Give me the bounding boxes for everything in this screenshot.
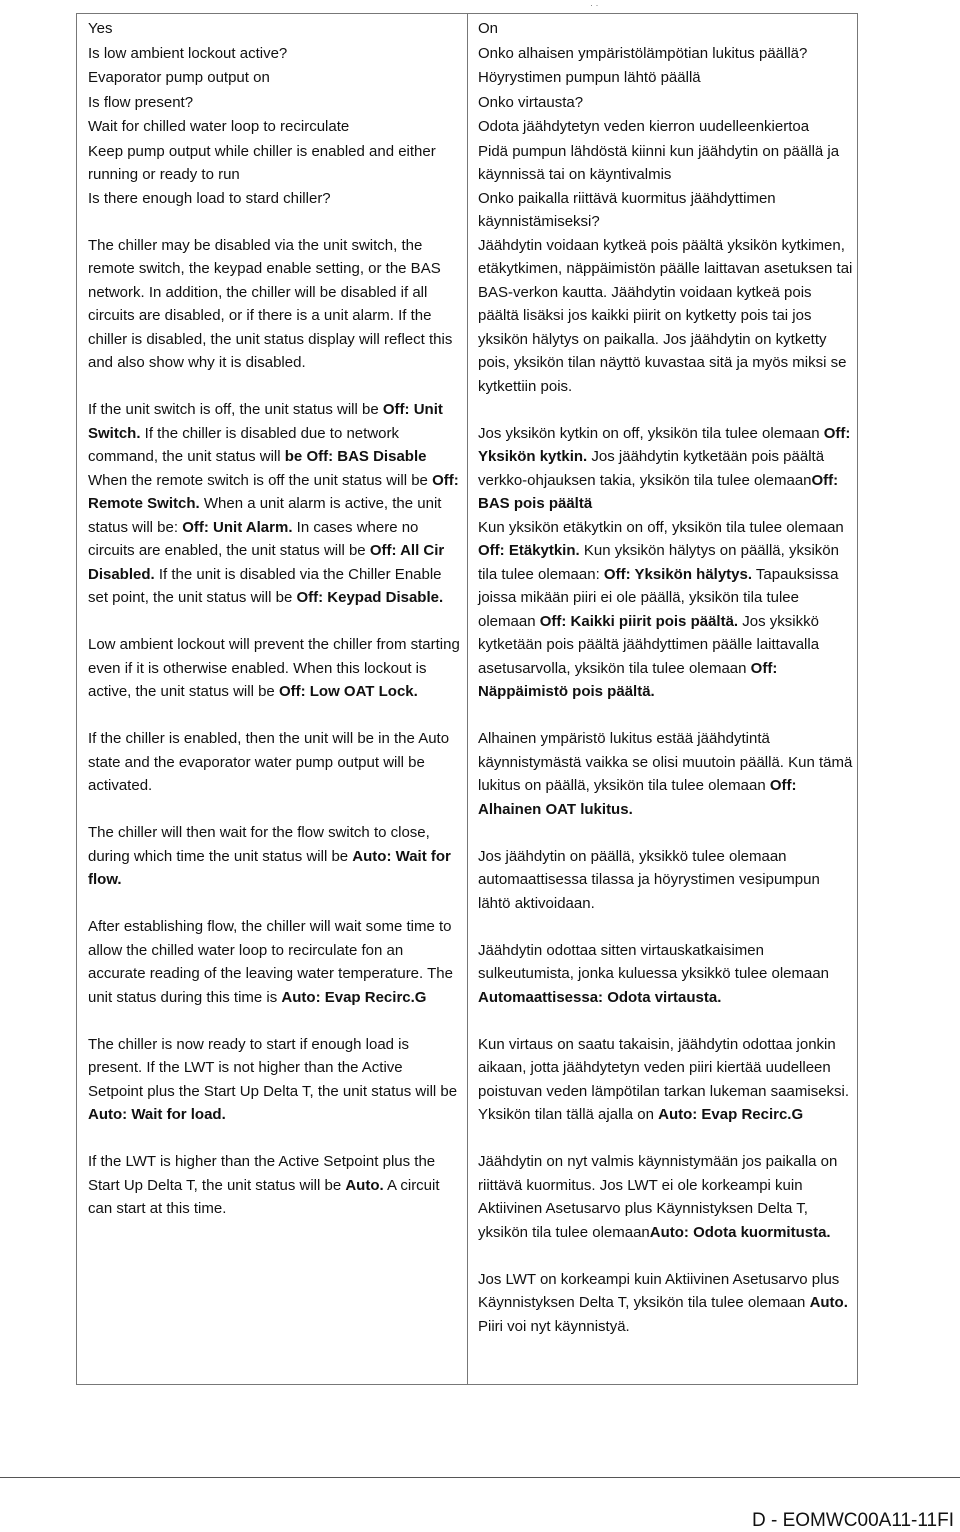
fi-paragraph-auto-state: Jos jäähdytin on päällä, yksikkö tulee olemaan automaattisessa tilassa ja höyrystimen vesipumpun lähtö aktivoidaan.: [478, 847, 820, 912]
text-run: If the unit is disabled via the Chiller Enable set point, the unit status will be: [88, 565, 442, 606]
text-run: Piiri voi nyt käynnistyä.: [478, 1317, 630, 1335]
fi-line-keep-pump: Pidä pumpun lähdöstä kiinni kun jäähdytin on päällä ja käynnissä tai on käyntivalmis: [478, 142, 840, 183]
page-mark: · ·: [590, 0, 599, 10]
bold-status-text: Auto: Evap Recirc.G: [281, 988, 427, 1006]
text-run: After establishing flow, the chiller will wait some time to allow the chilled water loop to recirculate fon an accurate reading of the leaving water temperature. The unit status during this time is: [88, 918, 453, 1006]
text-run: Kun yksikön etäkytkin on off, yksikön tila tulee olemaan: [478, 518, 844, 536]
en-line-low-ambient: Is low ambient lockout active?: [88, 44, 288, 62]
fi-line-low-ambient: Onko alhaisen ympäristölämpötian lukitus päällä?: [478, 44, 808, 62]
bold-status-text: Off: Yksikön kytkin.: [478, 424, 851, 465]
bold-status-text: be Off: BAS Disable: [284, 448, 427, 465]
bold-status-text: Off: Näppäimistö pois päältä.: [478, 659, 778, 700]
text-run: If the chiller is disabled due to network command, the unit status will: [88, 424, 399, 465]
fi-paragraph-auto: [478, 1268, 854, 1339]
bold-status-text: Auto: Evap Recirc.G: [658, 1106, 804, 1123]
fi-paragraph-wait-load: [478, 1150, 854, 1244]
text-run: If the LWT is higher than the Active Setpoint plus the Start Up Delta T, the unit status will be: [88, 1153, 436, 1194]
text-run: Jäähdytin odottaa sitten virtauskatkaisimen sulkeutumista, jonka kuluessa yksikkö tulee olemaan: [478, 941, 830, 982]
fi-paragraph-recirc: [478, 1033, 854, 1127]
bold-status-text: Off: Unit Switch.: [88, 401, 443, 442]
en-paragraph-recirc: [88, 915, 460, 1009]
bold-status-text: Auto: Odota kuormitusta.: [649, 1223, 831, 1241]
fi-paragraph-unit-status-cont: [478, 516, 854, 704]
bold-status-text: Off: Kaikki piirit pois päältä.: [539, 612, 739, 630]
en-paragraph-low-ambient: [88, 633, 460, 704]
bold-status-text: Automaattisessa: Odota virtausta.: [478, 988, 722, 1006]
en-paragraph-wait-load: [88, 1033, 460, 1127]
bold-status-text: Off: Keypad Disable.: [296, 589, 444, 606]
text-run: Low ambient lockout will prevent the chiller from starting even if it is otherwise enabled. When this lockout is active, the unit status will be: [88, 636, 460, 700]
text-run: Jos LWT on korkeampi kuin Aktiivinen Asetusarvo plus Käynnistyksen Delta T, yksikön tila tulee olemaan: [478, 1270, 840, 1311]
fi-paragraph-unit-status: [478, 422, 854, 516]
bilingual-table: [76, 13, 858, 1385]
bold-status-text: Auto: Wait for flow.: [88, 847, 451, 888]
fi-line-enough-load: Onko paikalla riittävä kuormitus jäähdyttimen käynnistämiseksi?: [478, 189, 776, 230]
en-paragraph-unit-status: [88, 398, 460, 610]
en-paragraph-disabled: The chiller may be disabled via the unit switch, the remote switch, the keypad enable setting, or the BAS network. In addition, the chiller will be disabled if all circuits are disabled, or if there is a unit alarm. If the chiller is disabled, the unit status display will reflect this and also show why it is disabled.: [88, 236, 453, 371]
en-line-yes: Yes: [88, 20, 113, 37]
bold-status-text: Off: Etäkytkin.: [478, 542, 580, 559]
text-run: A circuit can start at this time.: [88, 1176, 440, 1217]
bold-status-text: Auto: Wait for load.: [88, 1106, 226, 1123]
bold-status-text: Off: Remote Switch.: [88, 471, 459, 512]
bold-status-text: Off: Unit Alarm.: [182, 518, 293, 536]
text-run: When a unit alarm is active, the unit status will be:: [88, 495, 442, 536]
bold-status-text: Off: Yksikön hälytys.: [603, 565, 753, 583]
bold-status-text: Off: BAS pois päältä: [478, 471, 839, 512]
text-run: Jos yksikkö kytketään pois päältä jäähdyttimen päälle laittavalla asetusarvolla, yksikön tila tulee olemaan: [478, 612, 820, 677]
fi-paragraph-wait-flow: [478, 939, 854, 1010]
text-run: Kun yksikön hälytys on päällä, yksikön tila tulee olemaan:: [478, 542, 839, 583]
en-line-recirculate: Wait for chilled water loop to recirculate: [88, 118, 350, 135]
en-paragraph-wait-flow: [88, 821, 460, 892]
fi-paragraph-disabled: Jäähdytin voidaan kytkeä pois päältä yksikön kytkimen, etäkytkimen, näppäimistön päälle laittavan asetuksen tai BAS-verkon kautta. Jäähdytin voidaan kytkeä pois päältä lisäksi jos kaikki piirit on kytketty pois tai jos yksikön hälytys on paikalla. Jos jäähdytin on kytketty pois, yksikön tilan näyttö kuvastaa sitä ja myös miksi se kytkettiin pois.: [478, 236, 853, 395]
bold-status-text: Off: All Cir Disabled.: [88, 542, 445, 583]
text-run: The chiller is now ready to start if enough load is present. If the LWT is not higher than the Active Setpoint plus the Start Up Delta T, the unit status will be: [88, 1035, 458, 1100]
fi-line-on: On: [478, 20, 499, 37]
text-run: Jäähdytin on nyt valmis käynnistymään jos paikalla on riittävä kuormitus. Jos LWT ei ole korkeampi kuin Aktiivinen Asetusarvo plus Käynnistyksen Delta T, yksikön tila tulee olemaan: [478, 1153, 838, 1241]
fi-line-pump-output: Höyrystimen pumpun lähtö päällä: [478, 69, 701, 86]
fi-line-recirculate: Odota jäähdytetyn veden kierron uudelleenkiertoa: [478, 118, 810, 135]
text-run: The chiller will then wait for the flow switch to close, during which time the unit status will be: [88, 824, 430, 865]
document-code: D - EOMWC00A11-11FI: [751, 1510, 954, 1531]
en-line-flow: Is flow present?: [88, 93, 194, 111]
bold-status-text: Auto.: [809, 1294, 848, 1311]
text-run: Kun virtaus on saatu takaisin, jäähdytin odottaa jonkin aikaan, jotta jäähdytetyn veden piiri kiertää uudelleen poistuvan veden lämpötilan tarkan lukeman saamiseksi. Yksikön tilan tällä ajalla on: [478, 1035, 850, 1123]
text-run: When the remote switch is off the unit status will be: [88, 471, 433, 489]
fi-line-flow: Onko virtausta?: [478, 93, 584, 111]
bold-status-text: Off: Low OAT Lock.: [278, 683, 418, 700]
text-run: Jos jäähdytin kytketään pois päältä verkko-ohjauksen takia, yksikön tila tulee olemaan: [478, 448, 825, 489]
en-paragraph-auto-state: If the chiller is enabled, then the unit will be in the Auto state and the evaporator water pump output will be activated.: [88, 730, 450, 794]
en-line-enough-load: Is there enough load to stard chiller?: [88, 189, 331, 207]
english-column: [88, 17, 460, 1221]
en-line-pump-output: Evaporator pump output on: [88, 69, 270, 86]
text-run: In cases where no circuits are enabled, the unit status will be: [88, 518, 419, 559]
text-run: Alhainen ympäristö lukitus estää jäähdytintä käynnistymästä vaikka se olisi muutoin päällä. Kun tämä lukitus on päällä, yksikön tila tulee olemaan: [478, 730, 853, 794]
text-run: Tapauksissa joissa mikään piiri ei ole päällä, yksikön tila tulee olemaan: [478, 565, 839, 630]
en-paragraph-auto: [88, 1150, 460, 1221]
column-divider: [467, 14, 468, 1384]
text-run: If the unit switch is off, the unit status will be: [88, 401, 383, 418]
bold-status-text: Off: Alhainen OAT lukitus.: [478, 777, 797, 818]
fi-paragraph-low-ambient: [478, 727, 854, 821]
finnish-column: [478, 17, 854, 1338]
bold-status-text: Auto.: [345, 1176, 384, 1194]
footer-rule: [0, 1477, 960, 1478]
text-run: Jos yksikön kytkin on off, yksikön tila tulee olemaan: [478, 424, 824, 442]
en-line-keep-pump: Keep pump output while chiller is enabled and either running or ready to run: [88, 142, 436, 183]
